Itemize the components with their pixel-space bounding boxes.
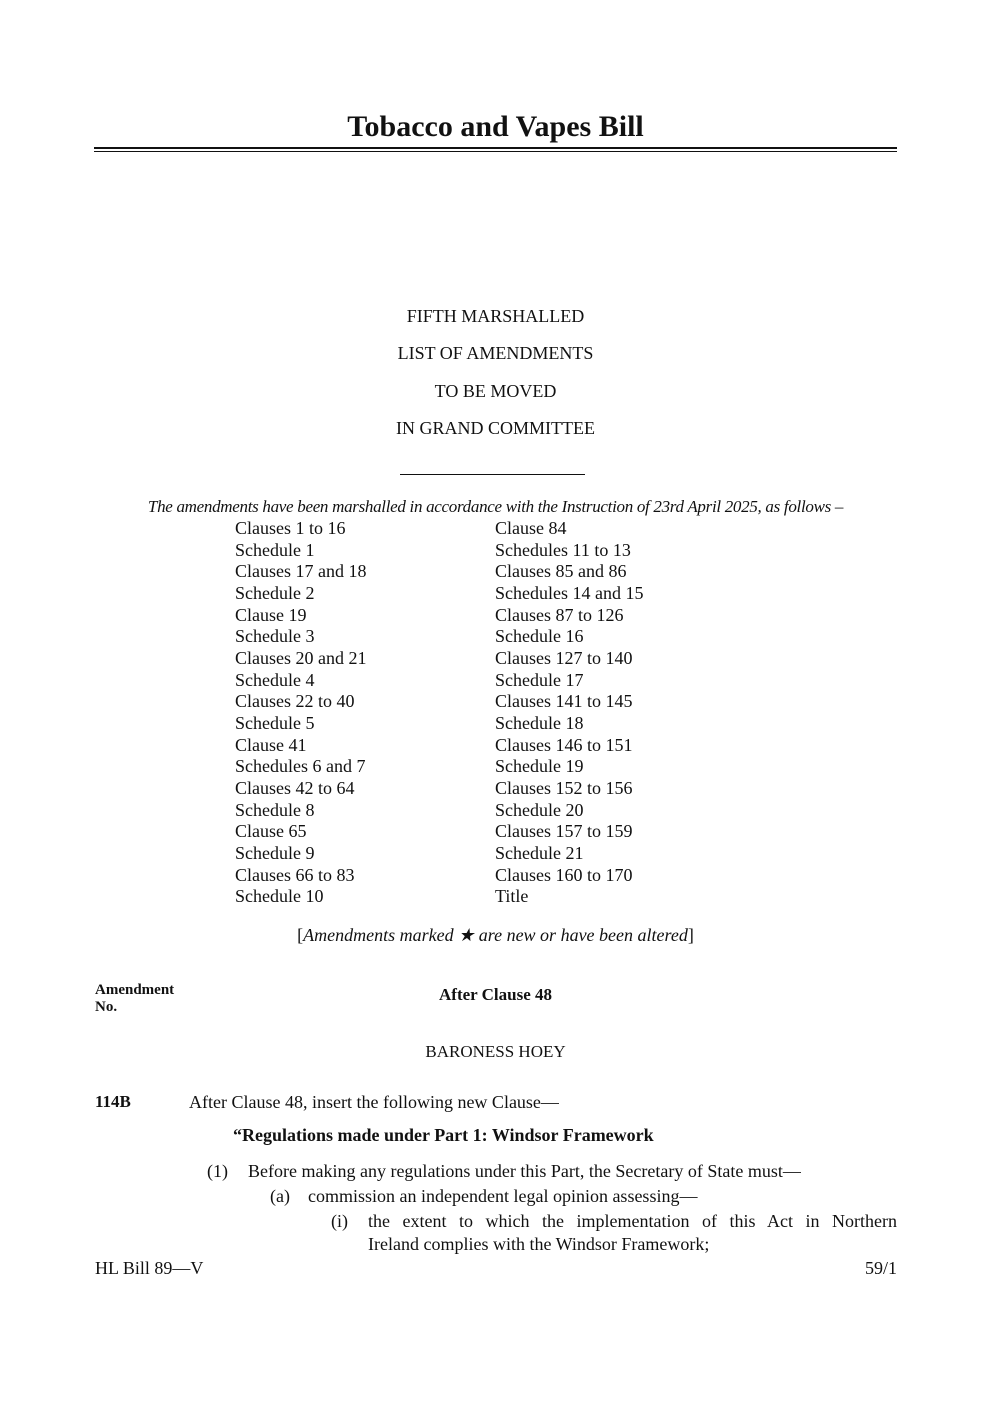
order-item: Schedule 1 [235, 539, 315, 560]
order-item: Clauses 20 and 21 [235, 647, 367, 668]
order-item: Schedule 9 [235, 842, 315, 863]
new-clause-heading: “Regulations made under Part 1: Windsor Framework [233, 1125, 654, 1145]
order-item: Clauses 22 to 40 [235, 691, 355, 712]
order-item: Schedule 3 [235, 626, 315, 647]
document-title: Tobacco and Vapes Bill [347, 110, 644, 143]
subsection-1-label: (1) [207, 1161, 228, 1181]
heading-line-3: TO BE MOVED [434, 381, 557, 401]
subparagraph-i-line-1: the extent to which the implementation of this Act in Northern [368, 1211, 897, 1231]
heading-line-1: FIFTH MARSHALLED [406, 306, 585, 326]
order-item: Clauses 17 and 18 [235, 561, 367, 582]
order-item: Clauses 1 to 16 [235, 518, 346, 538]
order-list-right [495, 518, 643, 908]
star-note-open: [ [297, 925, 304, 945]
footer-bill-ref: HL Bill 89—V [95, 1258, 204, 1278]
marshalled-note: The amendments have been marshalled in accordance with the Instruction of 23rd April 2025, as follows – [147, 497, 844, 516]
order-item: Clause 41 [235, 734, 307, 755]
paragraph-a-text: commission an independent legal opinion assessing— [308, 1186, 698, 1206]
footer-page-ref: 59/1 [864, 1258, 897, 1278]
order-item: Clause 84 [495, 518, 567, 538]
order-item: Schedules 14 and 15 [495, 582, 644, 603]
order-item: Schedule 20 [495, 799, 584, 820]
order-item: Clauses 141 to 145 [495, 691, 633, 712]
section-heading: After Clause 48 [439, 985, 552, 1004]
order-item: Clauses 152 to 156 [495, 777, 633, 798]
amendment-instruction: After Clause 48, insert the following new Clause— [189, 1092, 559, 1112]
star-note-close: ] [687, 925, 694, 945]
paragraph-a-label: (a) [270, 1186, 290, 1206]
amendment-no-label-2: No. [95, 999, 118, 1015]
order-item: Clauses 127 to 140 [495, 647, 633, 668]
order-item: Title [495, 886, 529, 907]
order-item: Schedule 17 [495, 669, 584, 690]
subparagraph-i-label: (i) [331, 1211, 348, 1231]
heading-rule [400, 474, 585, 475]
order-item: Schedules 11 to 13 [495, 539, 631, 560]
subparagraph-i-line-2: Ireland complies with the Windsor Framework; [368, 1234, 710, 1254]
subsection-1-text: Before making any regulations under this Part, the Secretary of State must— [248, 1161, 801, 1181]
order-item: Clause 19 [235, 604, 307, 625]
heading-line-4: IN GRAND COMMITTEE [396, 418, 595, 438]
order-item: Schedule 21 [495, 842, 584, 863]
order-item: Clauses 66 to 83 [235, 864, 355, 885]
order-item: Schedule 5 [235, 712, 315, 733]
order-item: Schedule 4 [235, 669, 315, 690]
order-item: Schedule 19 [495, 756, 584, 777]
order-item: Clauses 42 to 64 [235, 777, 355, 798]
amendment-number: 114B [95, 1092, 131, 1111]
star-note [0, 924, 991, 946]
order-item: Schedule 16 [495, 626, 584, 647]
order-item: Clauses 146 to 151 [495, 734, 633, 755]
order-item: Clauses 87 to 126 [495, 604, 624, 625]
amendment-no-label-1: Amendment [95, 982, 175, 998]
title-rule-bottom [94, 151, 897, 152]
star-note-text: Amendments marked ★ are new or have been altered [303, 925, 688, 945]
order-item: Schedule 2 [235, 582, 315, 603]
order-item: Schedule 8 [235, 799, 315, 820]
order-list-left [235, 518, 366, 908]
order-item: Schedule 10 [235, 886, 324, 907]
title-rule-top [94, 147, 897, 149]
order-item: Clauses 157 to 159 [495, 821, 633, 842]
order-item: Clause 65 [235, 821, 307, 842]
order-item: Clauses 85 and 86 [495, 561, 627, 582]
order-item: Schedules 6 and 7 [235, 756, 366, 777]
heading-line-2: LIST OF AMENDMENTS [397, 343, 594, 363]
order-item: Schedule 18 [495, 712, 584, 733]
order-item: Clauses 160 to 170 [495, 864, 633, 885]
member-name: BARONESS HOEY [425, 1042, 566, 1061]
